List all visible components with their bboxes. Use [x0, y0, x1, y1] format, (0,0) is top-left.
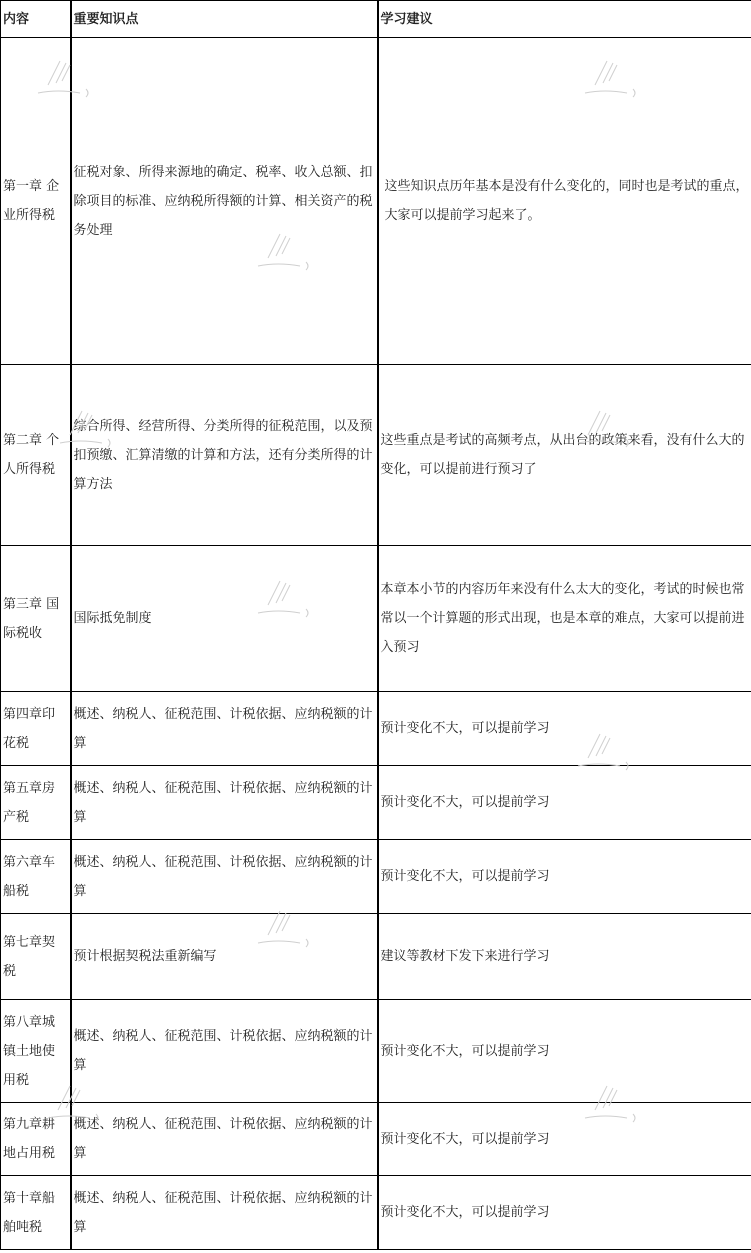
advice-cell: 预计变化不大，可以提前学习	[378, 840, 751, 914]
chapter-cell: 第三章 国际税收	[1, 546, 71, 692]
table-row	[1, 38, 751, 365]
table-row	[1, 1176, 751, 1250]
chapter-cell: 第六章车船税	[1, 840, 71, 914]
key-points-cell: 概述、纳税人、征税范围、计税依据、应纳税额的计算	[71, 1176, 378, 1250]
advice-cell: 预计变化不大，可以提前学习	[378, 1103, 751, 1176]
table-row	[1, 692, 751, 766]
chapter-cell: 第八章城镇土地使用税	[1, 1000, 71, 1103]
table-row	[1, 1000, 751, 1103]
key-points-cell: 征税对象、所得来源地的确定、税率、收入总额、扣除项目的标准、应纳税所得额的计算、相关资产的税务处理	[71, 38, 378, 365]
chapter-cell: 第十章船舶吨税	[1, 1176, 71, 1250]
key-points-cell: 概述、纳税人、征税范围、计税依据、应纳税额的计算	[71, 840, 378, 914]
key-points-cell: 国际抵免制度	[71, 546, 378, 692]
advice-cell: 预计变化不大，可以提前学习	[378, 766, 751, 840]
table-row	[1, 365, 751, 546]
advice-cell: 预计变化不大，可以提前学习	[378, 692, 751, 766]
advice-cell: 这些重点是考试的高频考点，从出台的政策来看，没有什么大的变化，可以提前进行预习了	[378, 365, 751, 546]
key-points-cell: 预计根据契税法重新编写	[71, 914, 378, 1000]
key-points-cell: 概述、纳税人、征税范围、计税依据、应纳税额的计算	[71, 1000, 378, 1103]
advice-cell: 这些知识点历年基本是没有什么变化的，同时也是考试的重点，大家可以提前学习起来了。	[378, 38, 751, 365]
chapter-cell: 第一章 企业所得税	[1, 38, 71, 365]
table-row	[1, 766, 751, 840]
chapter-cell: 第九章耕地占用税	[1, 1103, 71, 1176]
chapter-cell: 第五章房产税	[1, 766, 71, 840]
table-row	[1, 840, 751, 914]
key-points-cell: 概述、纳税人、征税范围、计税依据、应纳税额的计算	[71, 1103, 378, 1176]
advice-cell: 建议等教材下发下来进行学习	[378, 914, 751, 1000]
key-points-cell: 概述、纳税人、征税范围、计税依据、应纳税额的计算	[71, 766, 378, 840]
table-row	[1, 546, 751, 692]
advice-cell: 本章本小节的内容历年来没有什么太大的变化，考试的时候也常常以一个计算题的形式出现，也是本章的难点，大家可以提前进入预习	[378, 546, 751, 692]
table-row	[1, 914, 751, 1000]
header-key-points: 重要知识点	[71, 1, 378, 38]
chapter-cell: 第七章契税	[1, 914, 71, 1000]
advice-cell: 预计变化不大，可以提前学习	[378, 1176, 751, 1250]
table-header-row	[1, 1, 751, 38]
header-advice: 学习建议	[378, 1, 751, 38]
header-content: 内容	[1, 1, 71, 38]
chapter-cell: 第四章印花税	[1, 692, 71, 766]
table-row	[1, 1103, 751, 1176]
key-points-cell: 概述、纳税人、征税范围、计税依据、应纳税额的计算	[71, 692, 378, 766]
chapter-cell: 第二章 个人所得税	[1, 365, 71, 546]
advice-cell: 预计变化不大，可以提前学习	[378, 1000, 751, 1103]
key-points-cell: 综合所得、经营所得、分类所得的征税范围，以及预扣预缴、汇算清缴的计算和方法，还有分类所得的计算方法	[71, 365, 378, 546]
